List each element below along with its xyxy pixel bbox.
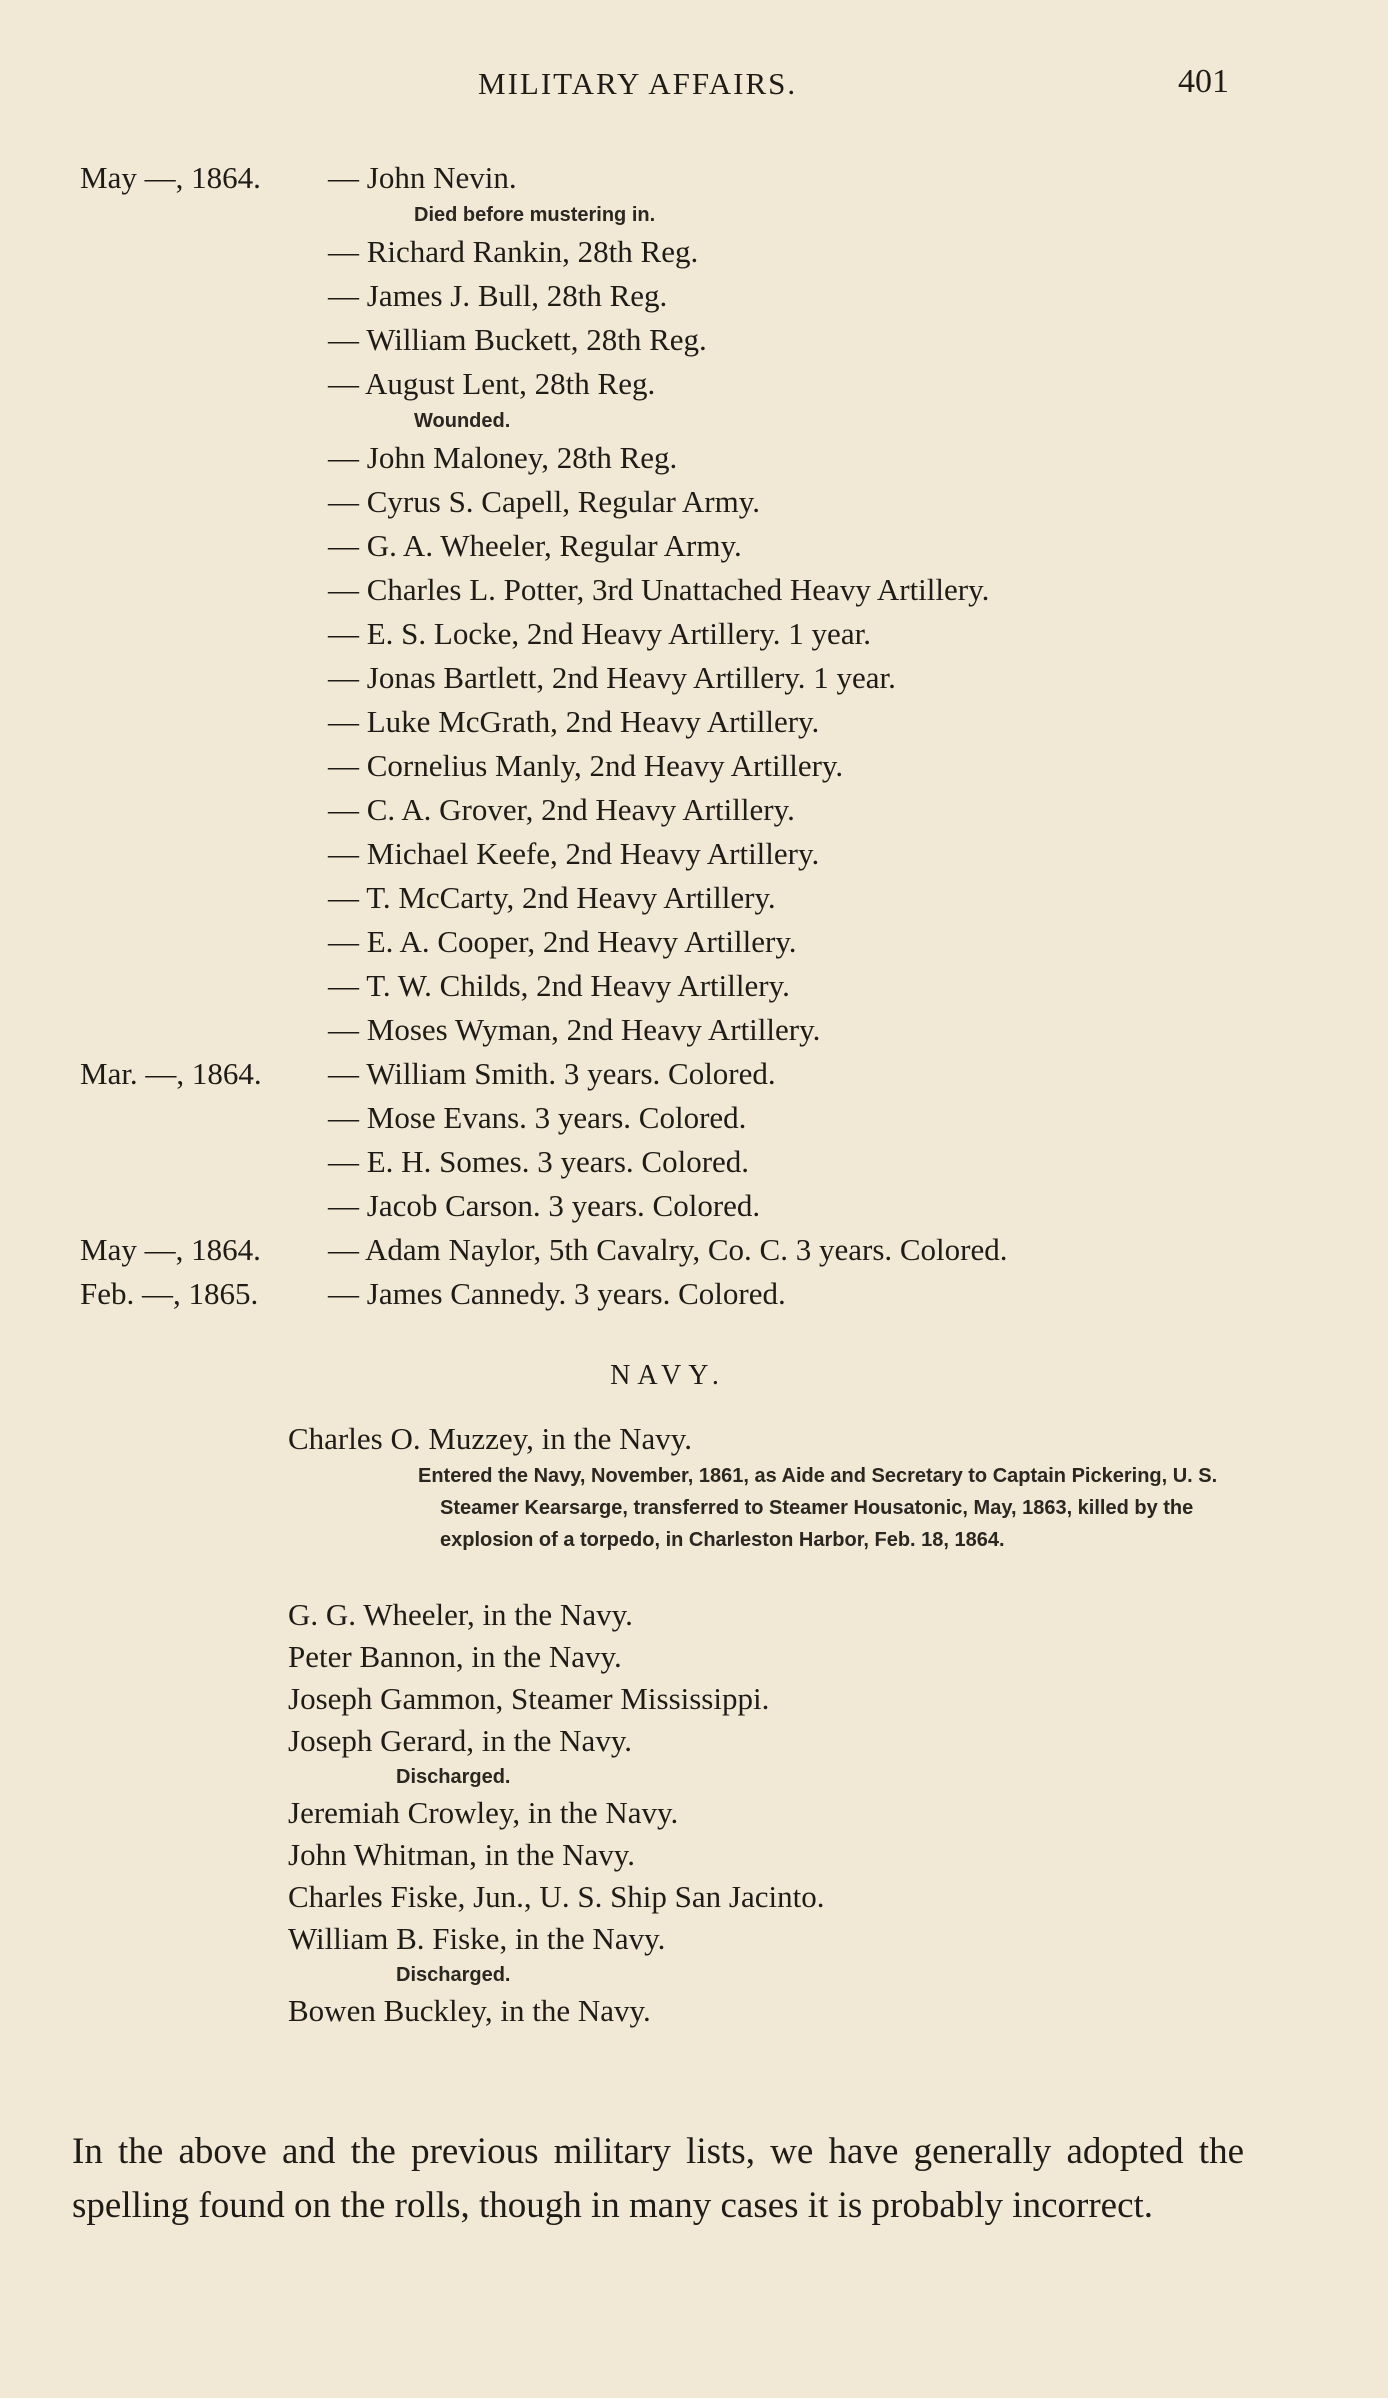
entry-text: — Cornelius Manly, 2nd Heavy Artillery. [328,748,844,783]
navy-note: Discharged. [396,1766,511,1788]
navy-entry-name: Joseph Gerard, in the Navy. [288,1723,633,1758]
entry-text: — William Smith. 3 years. Colored. [328,1056,776,1091]
army-entry-row [0,656,1388,700]
navy-entry-name: Charles Fiske, Jun., U. S. Ship San Jacinto. [288,1879,825,1914]
navy-note-row [0,1762,1388,1792]
navy-entry-name: Bowen Buckley, in the Navy. [288,1993,651,2028]
entry-text: — Cyrus S. Capell, Regular Army. [328,484,760,519]
army-entry-row [0,964,1388,1008]
entry-note-row [0,200,1388,230]
army-entry-row [0,318,1388,362]
navy-entry-name: John Whitman, in the Navy. [288,1837,635,1872]
navy-entry-row [0,1792,1388,1834]
army-enlistment-list [0,156,1388,1316]
entry-text: — C. A. Grover, 2nd Heavy Artillery. [328,792,795,827]
army-entry-row [0,362,1388,406]
entry-date: Feb. —, 1865. [80,1276,259,1311]
entry-text: — G. A. Wheeler, Regular Army. [328,528,742,563]
navy-service-note-row [0,1460,1388,1594]
army-entry-row [0,876,1388,920]
entry-text: — Moses Wyman, 2nd Heavy Artillery. [328,1012,821,1047]
army-entry-row [0,1096,1388,1140]
navy-entry-name: William B. Fiske, in the Navy. [288,1921,666,1956]
entry-text: — Jonas Bartlett, 2nd Heavy Artillery. 1 year. [328,660,896,695]
army-entry-row [0,1008,1388,1052]
army-entry-row [0,230,1388,274]
army-entry-row [0,1272,1388,1316]
army-entry-row [0,1052,1388,1096]
army-entry-row [0,1228,1388,1272]
army-entry-row [0,524,1388,568]
army-entry-row [0,274,1388,318]
navy-entry-row [0,1834,1388,1876]
entry-note: Wounded. [414,410,511,432]
entry-text: — Adam Naylor, 5th Cavalry, Co. C. 3 years. Colored. [328,1232,1008,1267]
entry-text: — Luke McGrath, 2nd Heavy Artillery. [328,704,820,739]
running-title: MILITARY AFFAIRS. [478,66,798,101]
navy-entry-row [0,1594,1388,1636]
entry-text: — John Nevin. [328,160,517,195]
navy-entry-row [0,1918,1388,1960]
entry-text: — E. H. Somes. 3 years. Colored. [328,1144,750,1179]
entry-text: — August Lent, 28th Reg. [328,366,656,401]
navy-service-note: Entered the Navy, November, 1861, as Aide and Secretary to Captain Pickering, U. S. Steamer Kearsarge, transferred to Steamer Housatonic, May, 1863, killed by the explosion of a torpedo, in Charleston Harbor, Feb. 18, 1864. [418,1465,1218,1551]
entry-text: — James Cannedy. 3 years. Colored. [328,1276,786,1311]
entry-date: May —, 1864. [80,1232,261,1267]
navy-entry-row [0,1418,1388,1460]
army-entry-row [0,744,1388,788]
navy-entry-row [0,1876,1388,1918]
army-entry-row [0,788,1388,832]
navy-entry-name: Charles O. Muzzey, in the Navy. [288,1421,693,1456]
navy-entry-name: Peter Bannon, in the Navy. [288,1639,622,1674]
entry-text: — William Buckett, 28th Reg. [328,322,707,357]
entry-text: — E. S. Locke, 2nd Heavy Artillery. 1 year. [328,616,871,651]
army-entry-row [0,1184,1388,1228]
army-entry-row [0,436,1388,480]
navy-entry-name: Joseph Gammon, Steamer Mississippi. [288,1681,770,1716]
army-entry-row [0,612,1388,656]
navy-entry-row [0,1720,1388,1762]
entry-text: — Michael Keefe, 2nd Heavy Artillery. [328,836,820,871]
army-entry-row [0,700,1388,744]
army-entry-row [0,156,1388,200]
entry-text: — Jacob Carson. 3 years. Colored. [328,1188,761,1223]
navy-entry-name: G. G. Wheeler, in the Navy. [288,1597,633,1632]
entry-text: — T. W. Childs, 2nd Heavy Artillery. [328,968,790,1003]
navy-note: Discharged. [396,1964,511,1986]
entry-text: — John Maloney, 28th Reg. [328,440,678,475]
entry-date: Mar. —, 1864. [80,1056,262,1091]
army-entry-row [0,832,1388,876]
navy-entry-name: Jeremiah Crowley, in the Navy. [288,1795,679,1830]
entry-text: — Richard Rankin, 28th Reg. [328,234,699,269]
navy-list [0,1418,1388,2032]
entry-note: Died before mustering in. [414,204,656,226]
army-entry-row [0,1140,1388,1184]
army-entry-row [0,920,1388,964]
army-entry-row [0,568,1388,612]
army-entry-row [0,480,1388,524]
closing-paragraph: In the above and the previous military lists, we have generally adopted the spelling found on the rolls, though in many cases it is probably incorrect. [72,2131,1244,2226]
running-head [0,63,1388,106]
entry-date: May —, 1864. [80,160,261,195]
entry-text: — James J. Bull, 28th Reg. [328,278,668,313]
entry-text: — E. A. Cooper, 2nd Heavy Artillery. [328,924,797,959]
navy-note-row [0,1960,1388,1990]
entry-text: — Mose Evans. 3 years. Colored. [328,1100,747,1135]
entry-text: — T. McCarty, 2nd Heavy Artillery. [328,880,776,915]
navy-entry-row [0,1990,1388,2032]
entry-text: — Charles L. Potter, 3rd Unattached Heavy Artillery. [328,572,990,607]
navy-entry-row [0,1678,1388,1720]
navy-heading: NAVY. [610,1360,726,1391]
navy-entry-row [0,1636,1388,1678]
entry-note-row [0,406,1388,436]
page-number: 401 [1178,63,1229,100]
